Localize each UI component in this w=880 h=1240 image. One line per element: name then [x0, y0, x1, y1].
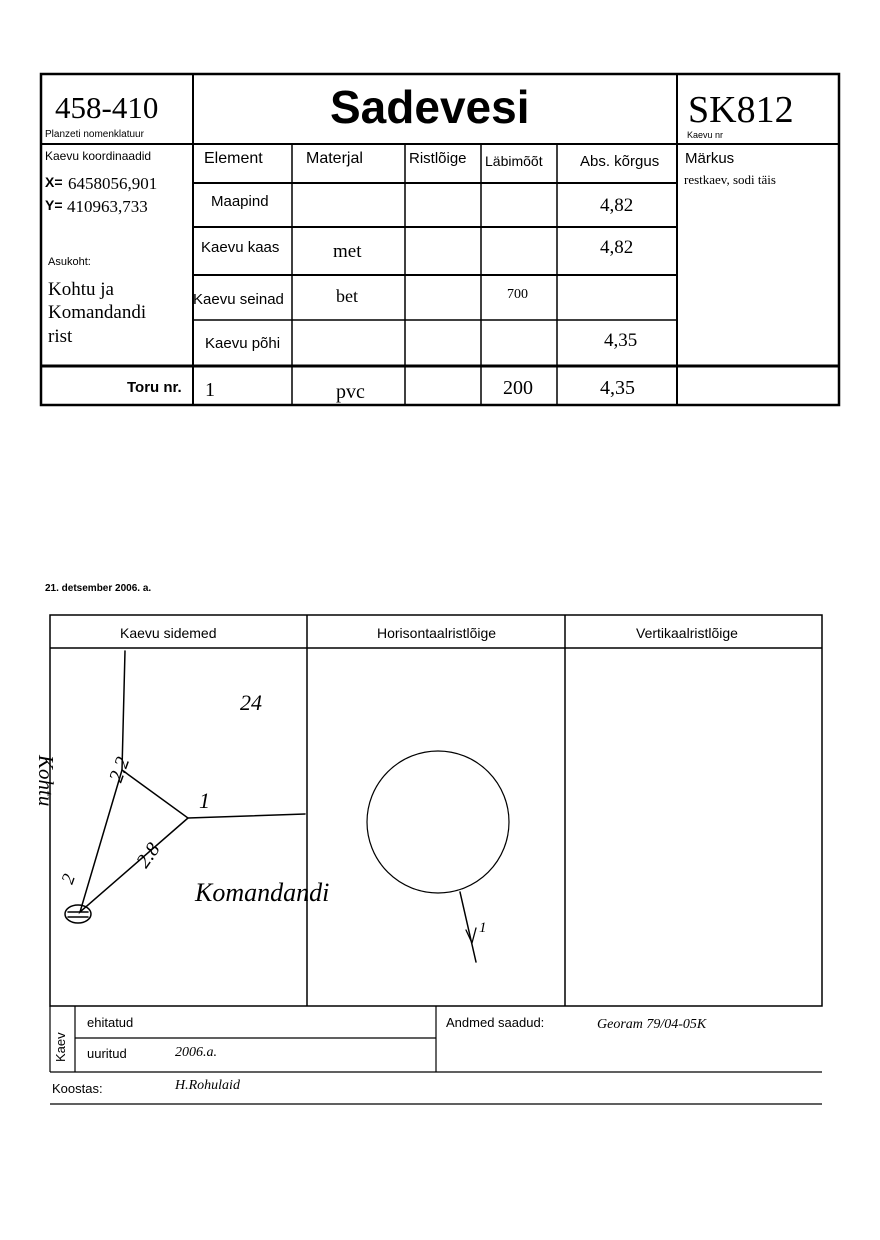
sketch-annotation-22: 2.2 — [105, 754, 135, 786]
street-label-kohtu: Kohtu — [34, 755, 58, 807]
x-value: 6458056,901 — [68, 174, 158, 193]
sketch-line-north — [122, 651, 125, 770]
pipe-label: Toru nr. — [127, 379, 182, 396]
row-material: met — [333, 241, 362, 262]
sketch-line-east — [188, 814, 305, 818]
sketch-annotation-28: 2.8 — [132, 838, 165, 873]
date: 21. detsember 2006. a. — [45, 583, 152, 594]
header-element: Element — [204, 150, 263, 167]
sketch-well-symbol — [65, 905, 91, 923]
sketch-annotation-2: 2 — [57, 871, 79, 887]
location-line-1: Kohtu ja — [48, 279, 114, 300]
well-footer-label: Kaev — [53, 1032, 68, 1062]
compiled-value: H.Rohulaid — [175, 1078, 240, 1093]
y-label: Y= — [45, 197, 63, 213]
page-title: Sadevesi — [330, 81, 530, 133]
compiled-label: Koostas: — [52, 1081, 103, 1096]
header-diameter: Läbimõõt — [485, 153, 543, 169]
row-element: Maapind — [211, 193, 269, 210]
pipe-diameter: 200 — [503, 377, 533, 399]
row-abs-height: 4,82 — [600, 237, 634, 258]
pipe-material: pvc — [336, 381, 365, 403]
header-material: Materjal — [306, 150, 363, 167]
well-number-label: Kaevu nr — [687, 130, 724, 140]
row-abs-height: 4,35 — [604, 330, 638, 351]
surveyed-label: uuritud — [87, 1046, 127, 1061]
row-material: bet — [336, 286, 358, 306]
pipe-outlet-line — [460, 892, 476, 962]
street-label-komandandi: Komandandi — [195, 878, 330, 907]
pipe-abs-height: 4,35 — [600, 377, 635, 399]
y-value: 410963,733 — [67, 197, 148, 216]
sheet-number: 458-410 — [55, 90, 159, 125]
pipe-arrow-icon — [466, 928, 476, 943]
row-element: Kaevu seinad — [193, 291, 284, 308]
row-element: Kaevu kaas — [201, 239, 280, 256]
header-cross-section: Ristlõige — [409, 150, 467, 167]
sketch-annotation-1: 1 — [199, 788, 210, 813]
well-number: SK812 — [688, 89, 794, 131]
location-line-3: rist — [48, 326, 73, 347]
data-source-value: Georam 79/04-05K — [597, 1017, 707, 1032]
sheet-label: Planzeti nomenklatuur — [45, 129, 144, 140]
cross-section-circle — [367, 751, 509, 893]
header-abs-height: Abs. kõrgus — [580, 153, 660, 170]
remarks-value: restkaev, sodi täis — [684, 172, 776, 187]
header-remarks: Märkus — [685, 150, 735, 167]
location-label: Asukoht: — [48, 256, 91, 268]
sketch-annotation-24: 24 — [240, 690, 262, 715]
sketch-triangle — [80, 770, 188, 912]
surveyed-value: 2006.a. — [175, 1045, 217, 1060]
row-diameter: 700 — [507, 287, 528, 302]
x-label: X= — [45, 174, 63, 190]
pipe-number-mark: 1 — [479, 920, 487, 936]
coordinates-label: Kaevu koordinaadid — [45, 149, 152, 163]
location-line-2: Komandandi — [48, 302, 147, 323]
sketch-header-horizontal: Horisontaalristlõige — [377, 625, 497, 641]
pipe-number: 1 — [205, 379, 215, 401]
sketch-header-connections: Kaevu sidemed — [120, 625, 217, 641]
row-element: Kaevu põhi — [205, 335, 281, 352]
built-label: ehitatud — [87, 1015, 134, 1030]
sketch-header-vertical: Vertikaalristlõige — [636, 625, 738, 641]
well-connection-sketch — [65, 651, 509, 962]
row-abs-height: 4,82 — [600, 195, 634, 216]
data-source-label: Andmed saadud: — [446, 1015, 545, 1030]
